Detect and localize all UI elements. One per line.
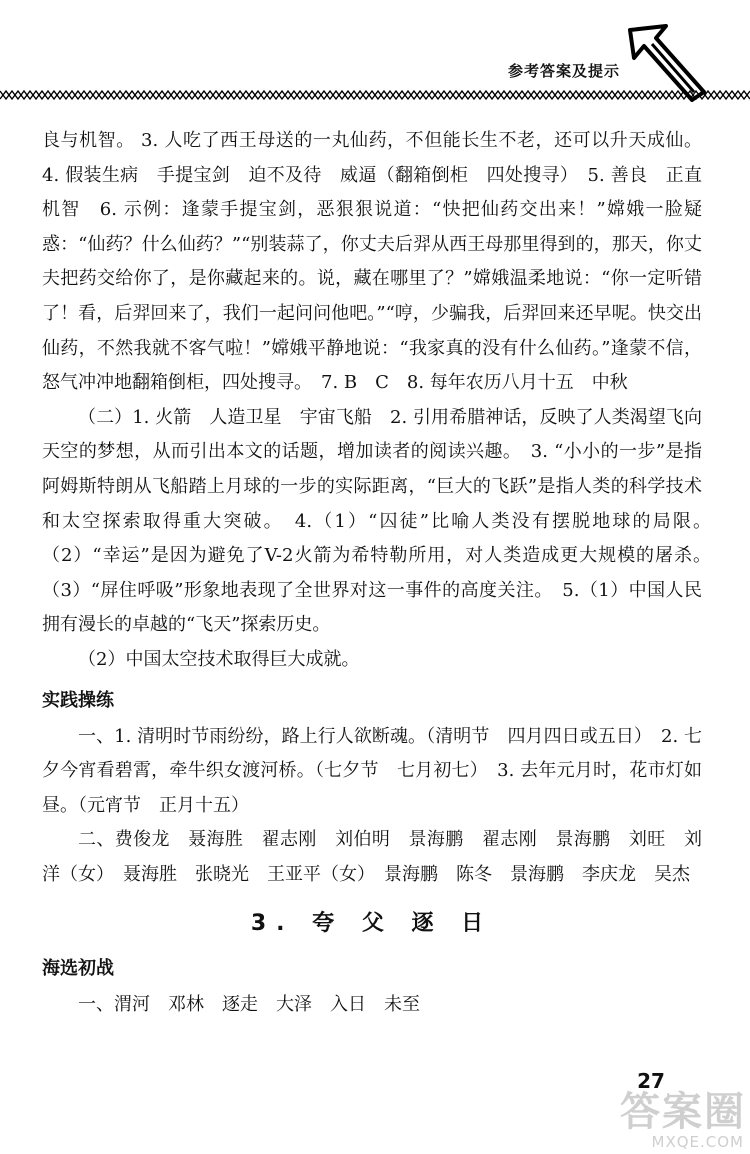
header-divider xyxy=(0,88,750,102)
answer-paragraph-1: 良与机智。 3. 人吃了西王母送的一丸仙药，不但能长生不老，还可以升天成仙。 4. 假装生病 手提宝剑 迫不及待 威逼（翻箱倒柜 四处搜寻） 5. 善良 正直 机智 6. 示例：逢蒙手提宝剑，恶狠狠说道：“快把仙药交出来！”嫦娥一脸疑惑：“仙药？什么仙药？”“别装蒜了，你丈夫后羿从西王母那里得到的，那天，你丈夫把药交给你了，是你藏起来的。说，藏在哪里了？”嫦娥温柔地说：“你一定听错了！看，后羿回来了，我们一起问问他吧。”“哼，少骗我，后羿回来还早呢。快交出仙药，不然我就不客气啦！”嫦娥平静地说：“我家真的没有什么仙药。”逢蒙不信，怒气冲冲地翻箱倒柜，四处搜寻。 7. B C 8. 每年农历八月十五 中秋 xyxy=(42,130,720,394)
practice-paragraph-2: 二、费俊龙 聂海胜 翟志刚 刘伯明 景海鹏 翟志刚 景海鹏 刘旺 刘洋（女） 聂海胜 张晓光 王亚平（女） 景海鹏 陈冬 景海鹏 李庆龙 吴杰 xyxy=(42,829,702,885)
answer-paragraph-2: （二）1. 火箭 人造卫星 宇宙飞船 2. 引用希腊神话，反映了人类渴望飞向天空的梦想，从而引出本文的话题，增加读者的阅读兴趣。 3. “小小的一步”是指阿姆斯特朗从飞船踏上月球的一步的实际距离，“巨大的飞跃”是指人类的科学技术和太空探索取得重大突破。 4.（1）“囚徒”比喻人类没有摆脱地球的局限。 （2）“幸运”是因为避免了V-2火箭为希特勒所用，对人类造成更大规模的屠杀。 （3）“屏住呼吸”形象地表现了全世界对这一事件的高度关注。 5.（1）中国人民拥有漫长的卓越的“飞天”探索历史。 xyxy=(42,406,720,636)
page-header xyxy=(0,0,750,110)
first-round-paragraph-1: 一、渭河 邓林 逐走 大泽 入日 未至 xyxy=(78,994,420,1016)
watermark-sub: MXQE.COM xyxy=(651,1133,744,1151)
watermark-logo xyxy=(620,1090,750,1154)
header-title: 参考答案及提示 xyxy=(507,62,620,80)
first-round-section-title: 海选初战 xyxy=(42,958,114,980)
page-number-text: 27 xyxy=(637,1069,665,1093)
lesson-title: 3. 夸 父 逐 日 xyxy=(250,911,494,937)
watermark-main: 答案圈 xyxy=(620,1089,746,1135)
answer-paragraph-3: （2）中国太空技术取得巨大成就。 xyxy=(78,648,360,670)
answer-content xyxy=(42,124,720,1023)
practice-paragraph-1: 一、1. 清明时节雨纷纷，路上行人欲断魂。（清明节 四月四日或五日） 2. 七夕今宵看碧霄，牵牛织女渡河桥。（七夕节 七月初七） 3. 去年元月时，花市灯如昼。（元宵节 正月十五） xyxy=(42,725,702,816)
practice-section-title: 实践操练 xyxy=(42,689,114,711)
